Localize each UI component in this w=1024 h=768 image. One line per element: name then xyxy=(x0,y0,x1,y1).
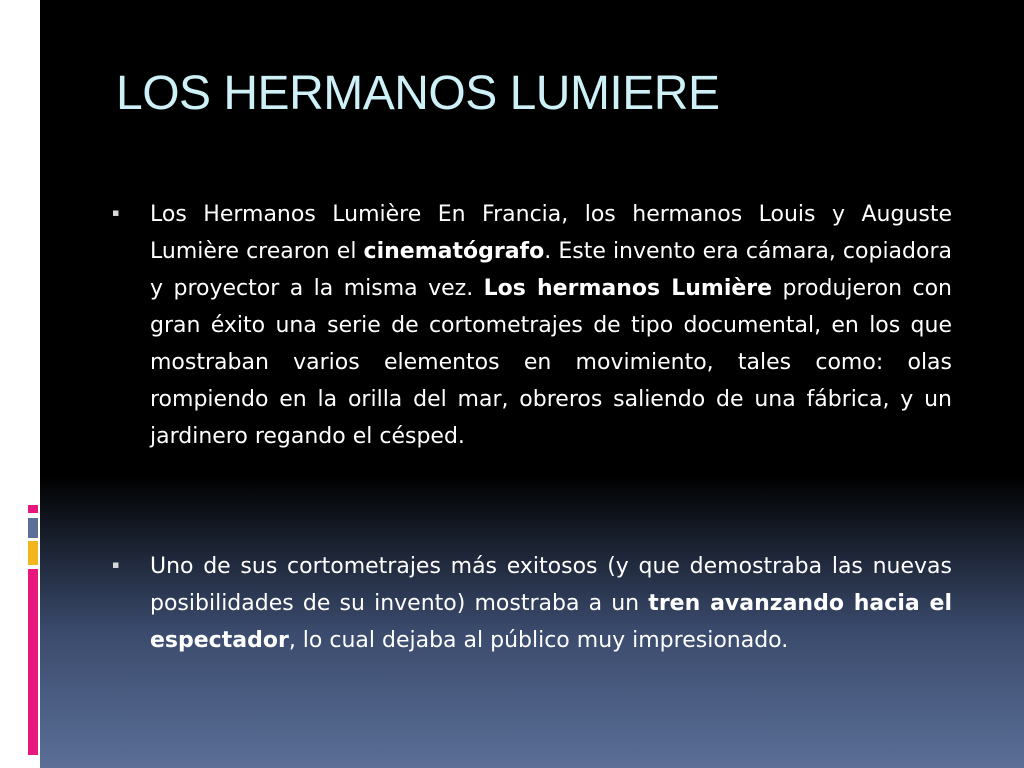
bullet-2-text-b: , lo cual dejaba al público muy impresionado. xyxy=(288,628,789,653)
bullet-1-bold-hermanos: Los hermanos Lumière xyxy=(483,276,773,301)
bullet-paragraph-2 xyxy=(150,548,952,659)
bullet-2-bold-tren: tren avanzando hacia el espectador xyxy=(150,591,952,653)
left-margin-strip xyxy=(0,0,40,768)
bullet-marker-2: ▪ xyxy=(112,558,120,571)
accent-bars xyxy=(28,505,38,755)
bullet-1-bold-cinematografo: cinematógrafo xyxy=(363,239,545,264)
bullet-2-text-a: Uno de sus cortometrajes más exitosos (y que demostraba las nuevas posibilidades de su invento) mostraba a un xyxy=(150,554,952,616)
accent-bar-slate xyxy=(28,518,38,538)
bullet-1-text-a: Los Hermanos Lumière En Francia, los hermanos Louis y Auguste Lumière crearon el xyxy=(150,202,952,264)
accent-bar-pink-top xyxy=(28,505,38,513)
slide-title: LOS HERMANOS LUMIERE xyxy=(116,67,720,120)
accent-bar-pink-bottom xyxy=(28,569,38,755)
bullet-marker-1: ▪ xyxy=(112,206,120,219)
bullet-1-text-c: produjeron con gran éxito una serie de cortometrajes de tipo documental, en los que mostraban varios elementos en movimiento, tales como: olas rompiendo en la orilla del mar, obreros saliendo de una fábrica, y un jardinero regando el césped. xyxy=(150,276,952,449)
accent-bar-yellow xyxy=(28,541,38,565)
bullet-1-text-b: . Este invento era cámara, copiadora y proyector a la misma vez. xyxy=(150,239,952,301)
bullet-paragraph-1 xyxy=(150,196,952,455)
